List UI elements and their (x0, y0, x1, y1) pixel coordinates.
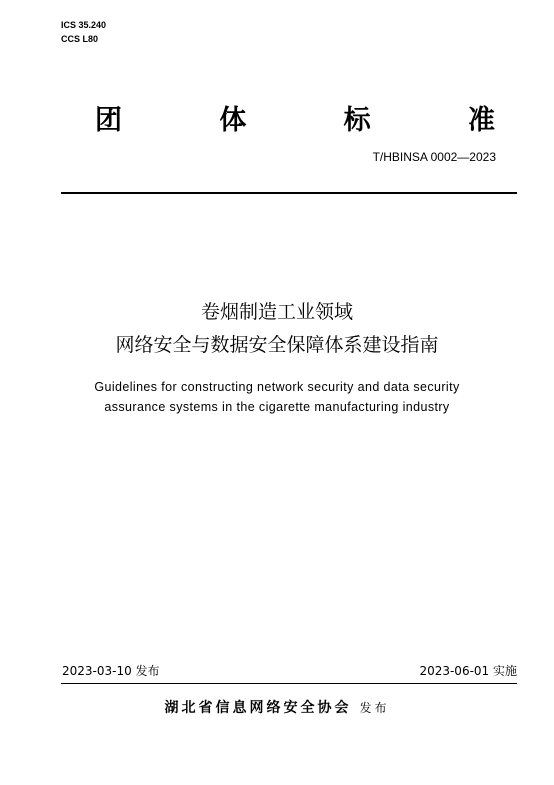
footer-divider (61, 683, 517, 684)
standard-type-char-2: 体 (219, 105, 247, 136)
standard-type-char-3: 标 (343, 105, 371, 136)
classification-codes (61, 18, 106, 46)
ics-code: ICS 35.240 (61, 20, 107, 30)
standard-type-title (95, 98, 495, 138)
issuer-action: 发布 (359, 701, 390, 715)
ccs-code: CCS L80 (61, 34, 99, 44)
chinese-title-line-1: 卷烟制造工业领域 (200, 301, 353, 323)
standard-type-char-1: 团 (95, 105, 122, 136)
publish-date: 2023-03-10 发布 (62, 664, 160, 678)
header-divider (61, 192, 517, 194)
english-title-line-1: Guidelines for constructing network security and data security (94, 380, 460, 394)
english-title-line-2: assurance systems in the cigarette manufacturing industry (104, 400, 450, 414)
english-title (0, 377, 554, 417)
standard-number: T/HBINSA 0002—2023 (372, 150, 496, 164)
chinese-title-line-2: 网络安全与数据安全保障体系建设指南 (115, 334, 439, 356)
issuer-organization: 湖北省信息网络安全协会 (164, 700, 352, 716)
chinese-title (0, 296, 554, 362)
issuer-line (0, 697, 554, 717)
standard-type-char-4: 准 (467, 105, 495, 136)
implement-date: 2023-06-01 实施 (419, 664, 517, 678)
